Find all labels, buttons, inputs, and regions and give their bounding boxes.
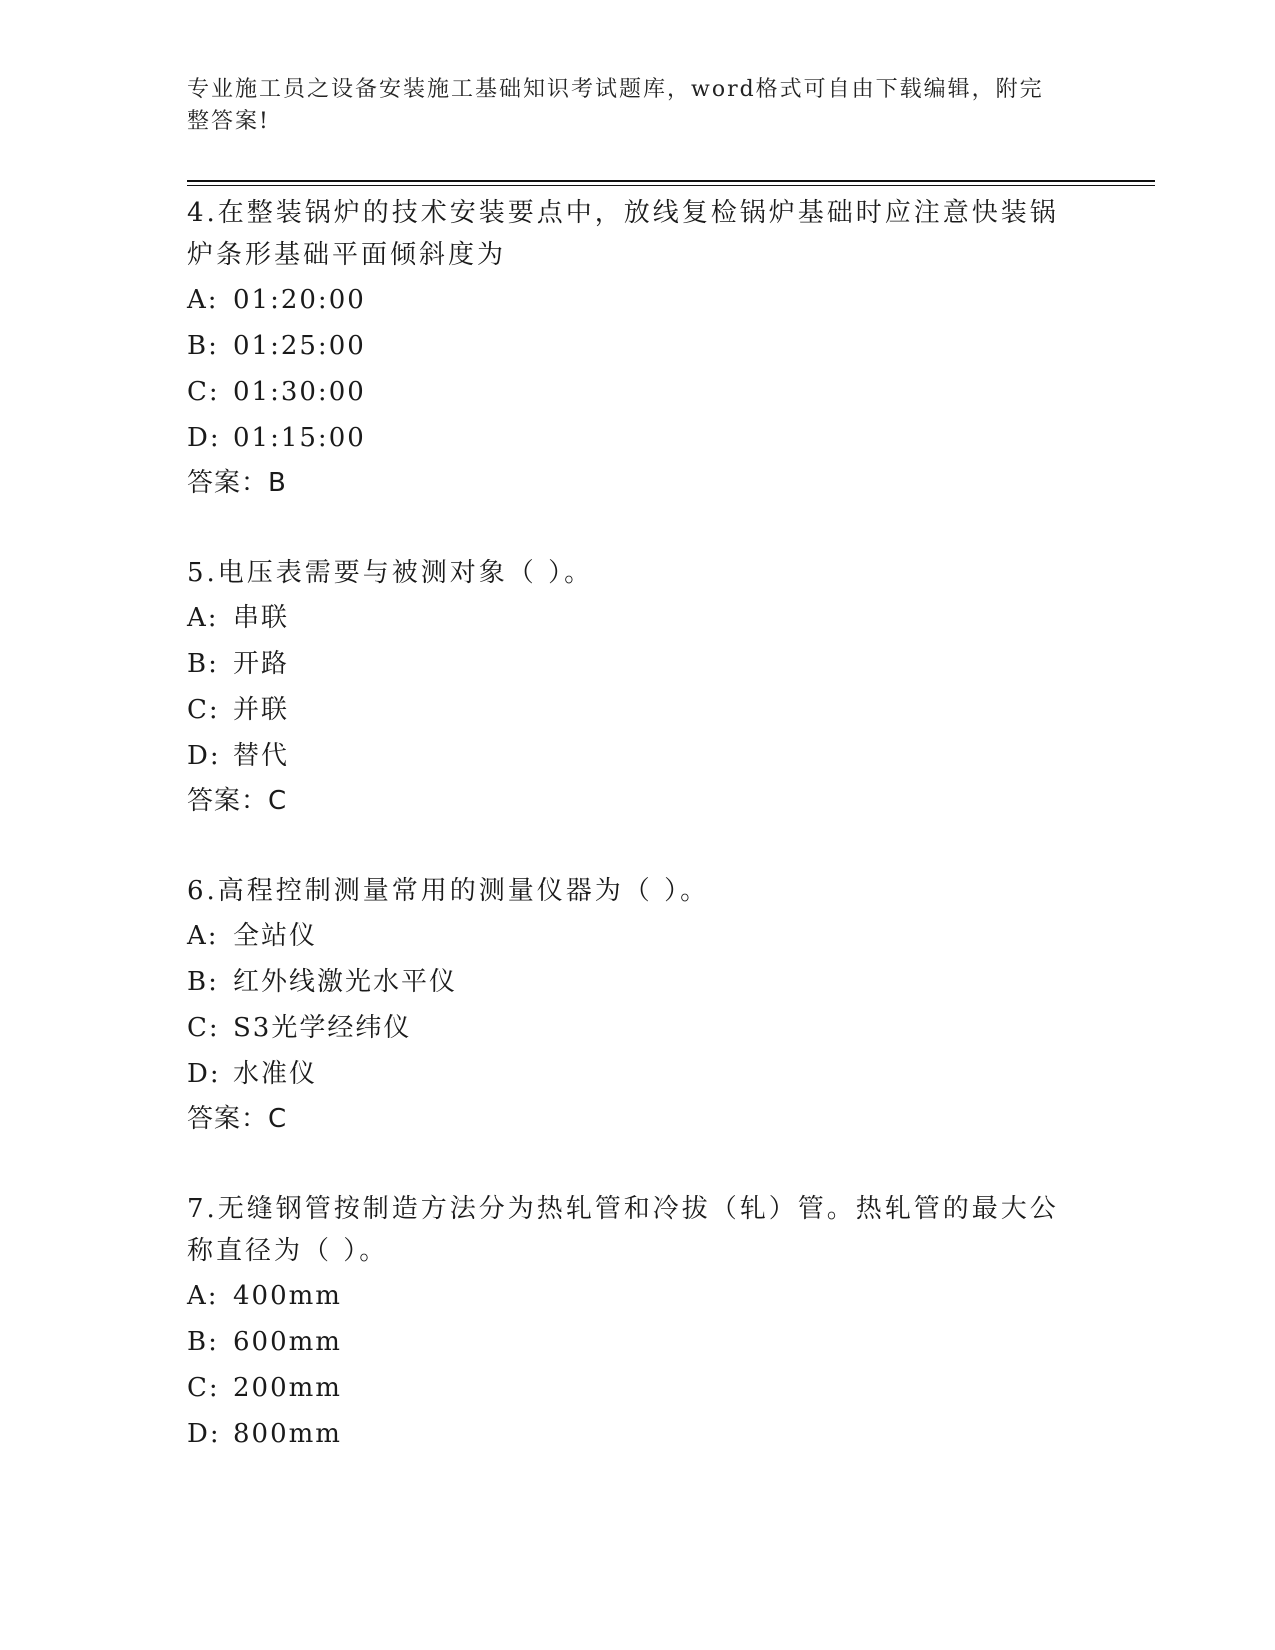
option-key: B: xyxy=(187,1327,219,1357)
document-header: 专业施工员之设备安装施工基础知识考试题库，word格式可自由下载编辑，附完整答案! xyxy=(187,77,1044,134)
option-d xyxy=(187,735,1067,781)
answer-line: 答案：C xyxy=(187,1104,288,1134)
option-b xyxy=(187,325,1067,371)
option-text: 600mm xyxy=(233,1327,342,1357)
option-a xyxy=(187,597,1067,643)
option-key: A: xyxy=(187,285,219,315)
option-key: C: xyxy=(187,377,220,407)
option-a xyxy=(187,279,1067,325)
option-text: 01:15:00 xyxy=(233,423,366,453)
option-key: C: xyxy=(187,695,220,725)
question-4 xyxy=(187,192,1067,509)
option-text: 全站仪 xyxy=(233,921,318,951)
option-text: 红外线激光水平仪 xyxy=(233,967,458,997)
header-divider-thick xyxy=(187,180,1155,182)
option-text: 并联 xyxy=(233,695,290,725)
option-c xyxy=(187,371,1067,417)
option-key: D: xyxy=(187,1419,221,1449)
option-key: D: xyxy=(187,1059,221,1089)
option-text: 01:20:00 xyxy=(233,285,366,315)
question-stem: 4.在整装锅炉的技术安装要点中，放线复检锅炉基础时应注意快装锅炉条形基础平面倾斜度为 xyxy=(187,198,1059,270)
option-text: 800mm xyxy=(233,1419,342,1449)
option-text: 200mm xyxy=(233,1373,342,1403)
option-text: 串联 xyxy=(233,603,290,633)
header-divider-thin xyxy=(187,185,1155,186)
option-a xyxy=(187,1275,1067,1321)
answer-line: 答案：C xyxy=(187,786,288,816)
option-text: 01:30:00 xyxy=(233,377,366,407)
option-key: B: xyxy=(187,649,219,679)
option-text: 开路 xyxy=(233,649,290,679)
question-stem: 5.电压表需要与被测对象（ ）。 xyxy=(187,558,594,588)
question-stem: 7.无缝钢管按制造方法分为热轧管和冷拔（轧）管。热轧管的最大公称直径为（ ）。 xyxy=(187,1194,1059,1266)
option-c xyxy=(187,1007,1067,1053)
question-7 xyxy=(187,1188,1067,1459)
option-c xyxy=(187,689,1067,735)
question-6 xyxy=(187,870,1067,1145)
option-d xyxy=(187,1053,1067,1099)
option-key: D: xyxy=(187,741,221,771)
option-text: S3光学经纬仪 xyxy=(233,1013,412,1043)
option-text: 400mm xyxy=(233,1281,342,1311)
option-a xyxy=(187,915,1067,961)
option-d xyxy=(187,1413,1067,1459)
option-c xyxy=(187,1367,1067,1413)
answer-line: 答案：B xyxy=(187,468,287,498)
question-stem: 6.高程控制测量常用的测量仪器为（ ）。 xyxy=(187,876,710,906)
option-text: 水准仪 xyxy=(233,1059,318,1089)
option-key: D: xyxy=(187,423,221,453)
option-b xyxy=(187,1321,1067,1367)
option-key: C: xyxy=(187,1013,220,1043)
question-list xyxy=(187,192,1067,1502)
option-b xyxy=(187,643,1067,689)
option-b xyxy=(187,961,1067,1007)
question-5 xyxy=(187,552,1067,827)
option-key: A: xyxy=(187,1281,219,1311)
option-key: A: xyxy=(187,603,219,633)
option-key: B: xyxy=(187,331,219,361)
option-d xyxy=(187,417,1067,463)
option-text: 01:25:00 xyxy=(233,331,366,361)
option-key: A: xyxy=(187,921,219,951)
option-key: C: xyxy=(187,1373,220,1403)
option-key: B: xyxy=(187,967,219,997)
option-text: 替代 xyxy=(233,741,290,771)
